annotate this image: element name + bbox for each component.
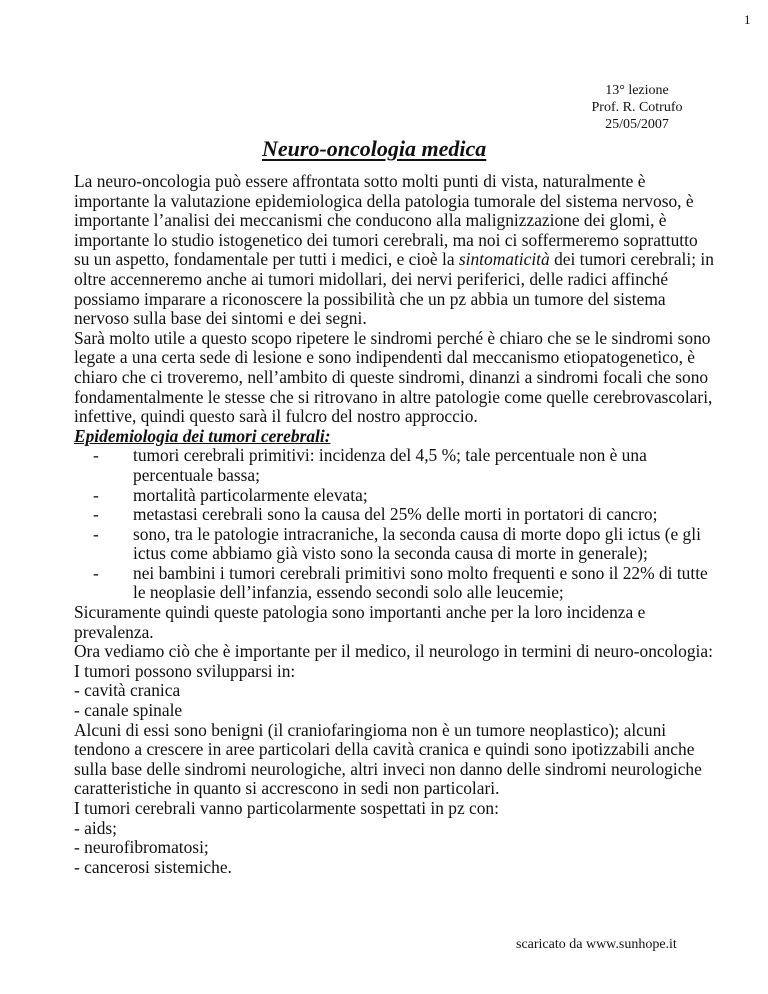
list-item-text: metastasi cerebrali sono la causa del 25% delle morti in portatori di cancro; [133, 504, 658, 525]
paragraph-syndromes: Sarà molto utile a questo scopo ripetere le sindromi perché è chiaro che se le sindromi sono legate a una certa sede di lesione e sono indipendenti dal meccanismo etiopatogenetico, è chiaro che ci troveremo, nell’ambito di queste sindromi, dinanzi a sindromi focali che sono fondamentalmente le stesse che si ritrovano in altre patologie come quelle cerebrovascolari, infettive, quindi questo sarà il fulcro del nostro approccio. [74, 327, 713, 427]
paragraph-neurologist: Ora vediamo ciò che è importante per il medico, il neurologo in termini di neuro-oncologia: [74, 641, 713, 662]
epidemiology-heading: Epidemiologia dei tumori cerebrali: [74, 425, 331, 446]
list-item-text: nei bambini i tumori cerebrali primitivi sono molto frequenti e sono il 22% di tutte le neoplasie dell’infanzia, essendo secondi solo alle leucemie; [133, 562, 708, 603]
document-title: Neuro-oncologia medica [262, 136, 487, 161]
paragraph-importance: Sicuramente quindi queste patologia sono importanti anche per la loro incidenza e prevalenza. [74, 602, 646, 642]
list-item-text: mortalità particolarmente elevata; [133, 484, 368, 505]
list-item [74, 525, 714, 564]
intro-emphasis: sintomaticità [458, 249, 550, 270]
document-body [74, 172, 714, 877]
list-item [74, 505, 714, 525]
list-item-text: tumori cerebrali primitivi: incidenza del 4,5 %; tale percentuale non è una percentuale bassa; [133, 445, 647, 485]
intro-text-1: La neuro-oncologia può essere affrontata sotto molti punti di vista, naturalmente è importante la valutazione epidemiologica della patologia tumorale del sistema nervoso, è importante l’analisi dei meccanismi che conducono alla malignizzazione dei glomi, è importante lo studio istogenetico dei tumori cerebrali, ma noi ci soffermeremo soprattutto su un aspetto, fondamentale per tutti i medici, e cioè la [74, 171, 698, 270]
list-item [74, 486, 714, 506]
location-item: - canale spinale [74, 700, 183, 721]
intro-text-2: dei tumori cerebrali; in oltre accenneremo anche ai tumori midollari, dei nervi periferici, delle radici affinché possiamo imparare a riconoscere la possibilità che un pz abbia un tumore del sistema nervoso sulla base dei sintomi e dei segni. [74, 249, 714, 329]
dash-bullet: - [93, 504, 99, 525]
intro-paragraph [74, 172, 714, 329]
location-item: - cavità cranica [74, 680, 181, 701]
suspicion-item: - aids; [74, 817, 117, 838]
paragraph-benign: Alcuni di essi sono benigni (il craniofaringioma non è un tumore neoplastico); alcuni tendono a crescere in aree particolari della cavità cranica e quindi sono ipotizzabili anche sulla base delle sindromi neurologiche, altri inveci non danno delle sindromi neurologiche caratteristiche in quanto si accrescono in sedi non particolari. [74, 719, 702, 799]
dash-bullet: - [93, 562, 99, 583]
lecture-header [575, 82, 699, 133]
locations-intro: I tumori possono svilupparsi in: [74, 660, 296, 681]
suspicion-item: - cancerosi sistemiche. [74, 856, 232, 877]
page-number: 1 [744, 12, 751, 27]
lesson-number: 13° lezione [605, 83, 669, 98]
source-footer: scaricato da www.sunhope.it [516, 937, 677, 952]
list-item [74, 564, 714, 603]
dash-bullet: - [93, 523, 99, 544]
list-item [74, 446, 714, 485]
dash-bullet: - [93, 484, 99, 505]
suspicion-item: - neurofibromatosi; [74, 837, 209, 858]
suspicion-intro: I tumori cerebrali vanno particolarmente sospettati in pz con: [74, 798, 499, 818]
dash-bullet: - [93, 445, 99, 466]
lecture-date: 25/05/2007 [605, 117, 669, 132]
epidemiology-list [74, 446, 714, 603]
list-item-text: sono, tra le patologie intracraniche, la seconda causa di morte dopo gli ictus (e gli ictus come abbiamo già visto sono la seconda causa di morte in generale); [133, 523, 701, 564]
professor-name: Prof. R. Cotrufo [591, 100, 683, 115]
